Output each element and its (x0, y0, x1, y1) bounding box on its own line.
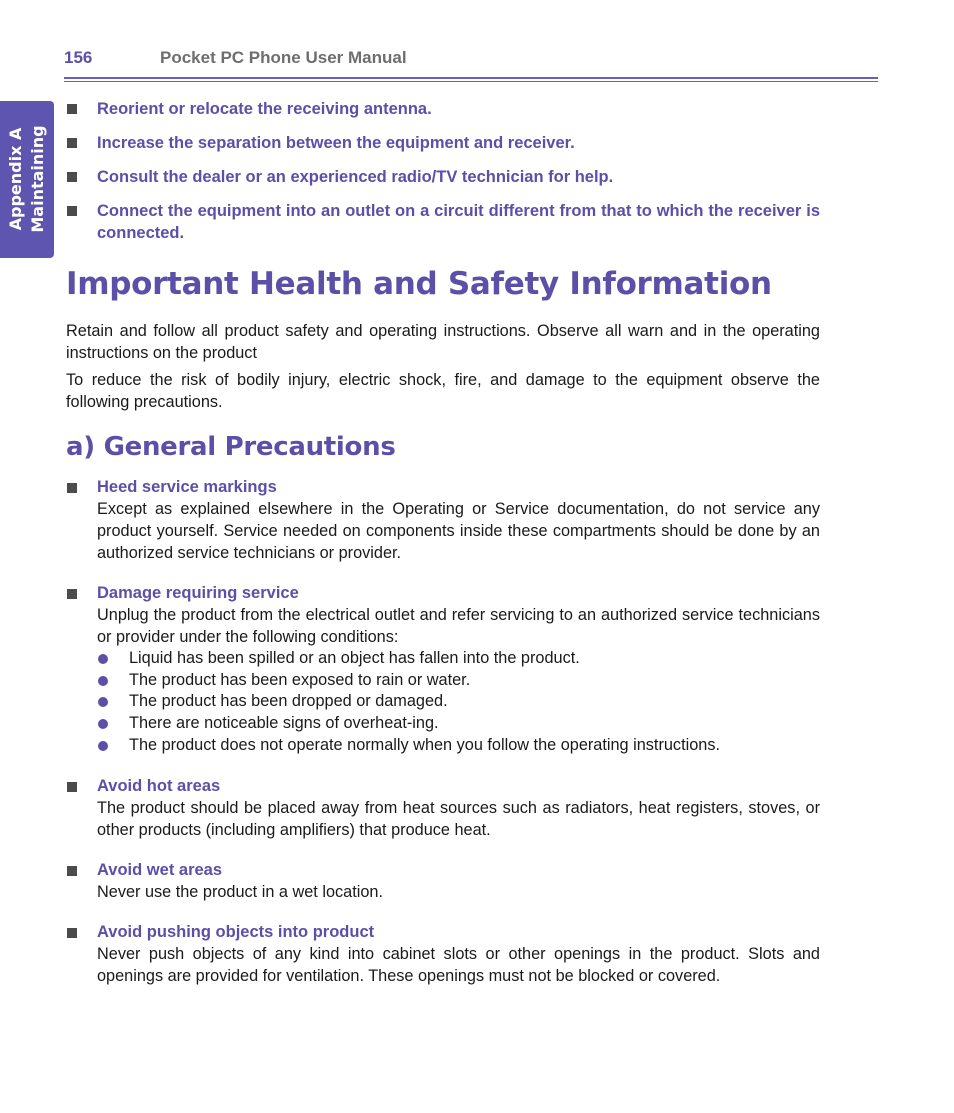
header-rule-thin (64, 81, 878, 82)
square-bullet-icon (67, 104, 77, 114)
precaution-avoid-pushing-objects (66, 922, 820, 987)
list-item (97, 713, 820, 735)
condition-text: The product has been exposed to rain or water. (129, 670, 471, 689)
precaution-title: Heed service markings (97, 478, 277, 496)
bullet-text: Increase the separation between the equipment and receiver. (97, 134, 575, 152)
side-tab-line1: Appendix A (6, 127, 25, 231)
precaution-heed-service-markings (66, 477, 820, 564)
bullet-text: Connect the equipment into an outlet on a circuit different from that to which the receiver is connected. (97, 202, 820, 242)
manual-title: Pocket PC Phone User Manual (160, 48, 407, 67)
subsection-heading: a) General Precautions (66, 432, 396, 462)
square-bullet-icon (67, 138, 77, 148)
condition-text: The product has been dropped or damaged. (129, 692, 448, 711)
bullet-text: Reorient or relocate the receiving antenna. (97, 100, 432, 118)
list-item (66, 98, 820, 120)
precaution-title: Avoid wet areas (97, 860, 223, 879)
precaution-avoid-hot-areas (66, 776, 820, 841)
round-bullet-icon (98, 719, 108, 729)
list-item (66, 200, 820, 244)
page-header (64, 48, 878, 82)
side-tab-text (5, 125, 49, 232)
precaution-title: Avoid pushing objects into product (97, 922, 375, 941)
section-heading: Important Health and Safety Information (66, 266, 772, 302)
conditions-list (97, 648, 820, 757)
header-rule (64, 77, 878, 79)
precaution-title: Damage requiring service (97, 584, 299, 602)
square-bullet-icon (67, 206, 77, 216)
square-bullet-icon (67, 866, 77, 876)
side-tab-line2: Maintaining (28, 125, 47, 233)
fcc-bullet-list (66, 98, 820, 244)
precaution-text: Never use the product in a wet location. (97, 882, 383, 901)
list-item (97, 691, 820, 713)
list-item (97, 648, 820, 670)
appendix-side-tab (0, 101, 54, 258)
square-bullet-icon (67, 483, 77, 493)
bullet-text: Consult the dealer or an experienced radio/TV technician for help. (97, 168, 614, 186)
precaution-damage-requiring-service (66, 583, 820, 757)
intro-paragraph: Retain and follow all product safety and operating instructions. Observe all warn and in the operating instructions on the product (66, 322, 820, 362)
list-item (97, 670, 820, 692)
precaution-title: Avoid hot areas (97, 776, 221, 795)
precaution-text: Never push objects of any kind into cabinet slots or other openings in the product. Slots and openings are provided for ventilation. These openings must not be blocked or covered. (97, 944, 820, 985)
round-bullet-icon (98, 741, 108, 751)
square-bullet-icon (67, 782, 77, 792)
condition-text: Liquid has been spilled or an object has fallen into the product. (129, 649, 580, 667)
square-bullet-icon (67, 928, 77, 938)
square-bullet-icon (67, 589, 77, 599)
precaution-text: The product should be placed away from heat sources such as radiators, heat registers, stoves, or other products (including amplifiers) that produce heat. (97, 798, 820, 839)
page-number: 156 (64, 48, 93, 67)
round-bullet-icon (98, 654, 108, 664)
page-content (66, 98, 820, 1006)
list-item (66, 132, 820, 154)
condition-text: The product does not operate normally when you follow the operating instructions. (129, 735, 720, 754)
round-bullet-icon (98, 697, 108, 707)
intro-paragraph: To reduce the risk of bodily injury, electric shock, fire, and damage to the equipment observe the following precautions. (66, 371, 820, 411)
list-item (66, 166, 820, 188)
condition-text: There are noticeable signs of overheat-ing. (129, 714, 439, 733)
list-item (97, 735, 820, 757)
round-bullet-icon (98, 676, 108, 686)
square-bullet-icon (67, 172, 77, 182)
precaution-avoid-wet-areas (66, 860, 820, 903)
precaution-text: Except as explained elsewhere in the Operating or Service documentation, do not service any product yourself. Service needed on components inside these compartments should be done by an authorized service technicians or provider. (97, 500, 820, 562)
precaution-text: Unplug the product from the electrical outlet and refer servicing to an authorized service technicians or provider under the following conditions: (97, 606, 820, 646)
